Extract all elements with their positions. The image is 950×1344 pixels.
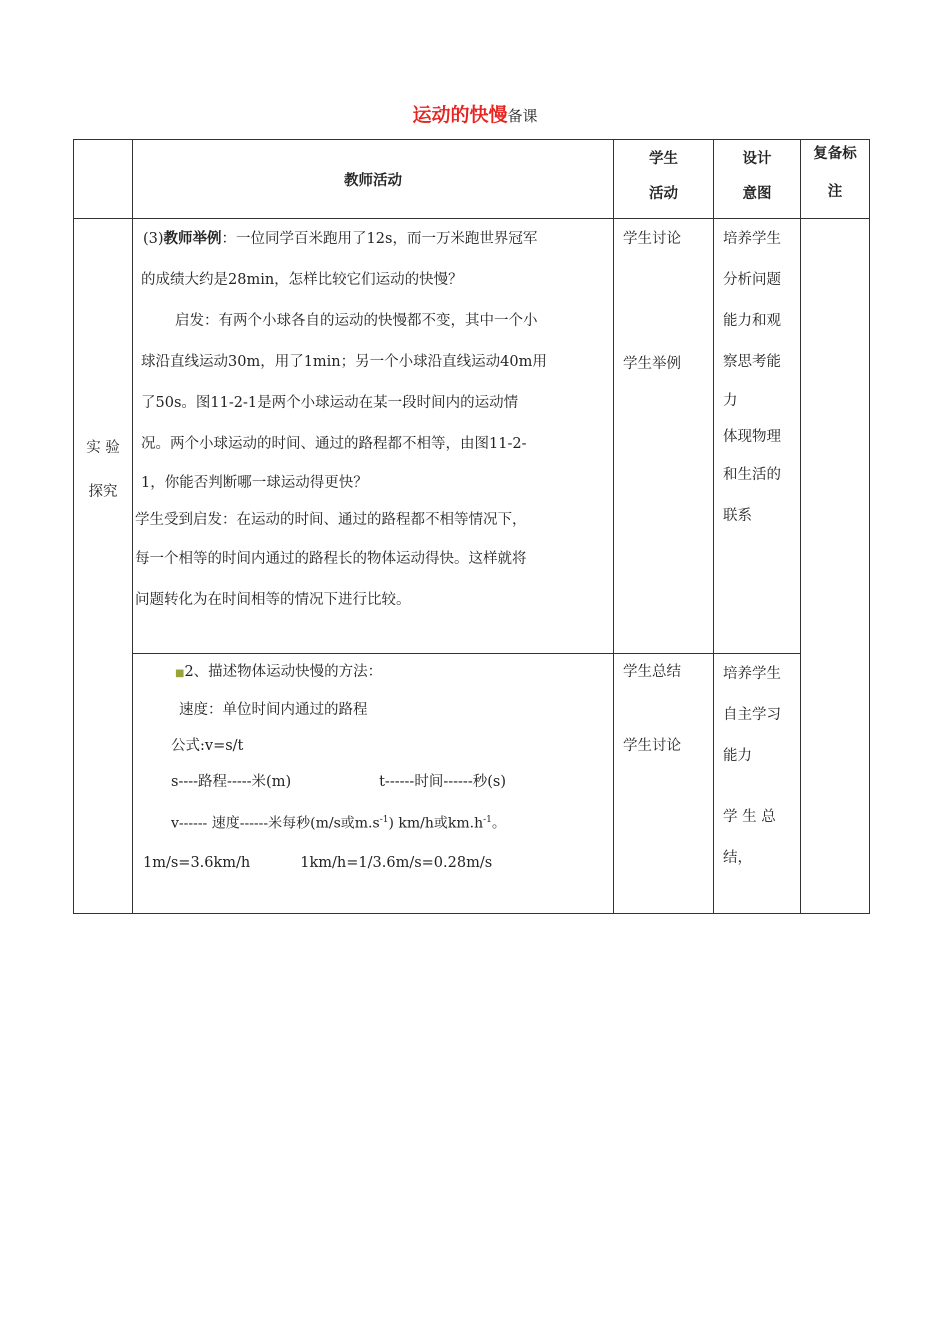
time-unit: t------时间------秒(s) <box>379 774 506 790</box>
header-teacher-activity: 教师活动 <box>133 140 614 219</box>
speed-line-2: 速度：单位时间内通过的路程 <box>179 702 368 718</box>
example-line-6: 况。两个小球运动的时间、通过的路程都不相等，由图11-2- <box>141 436 527 452</box>
design-line: 自主学习 <box>723 707 781 723</box>
example-line-9: 每一个相等的时间内通过的路程长的物体运动得快。这样就将 <box>135 551 527 567</box>
example-line-7: 1，你能否判断哪一球运动得更快？ <box>141 475 368 491</box>
experiment-row-1 <box>74 219 870 654</box>
header-row <box>74 140 870 219</box>
design-line: 能力和观 <box>723 313 781 329</box>
formula-line: 公式:v=s/t <box>171 738 244 754</box>
design-line: 培养学生 <box>723 666 781 682</box>
example-heading: 教师举例 <box>163 231 222 247</box>
conversion-1: 1m/s=3.6km/h <box>143 854 251 871</box>
example-line-4: 球沿直线运动30m，用了1min；另一个小球沿直线运动40m用 <box>141 354 547 370</box>
example-line-2: 的成绩大约是28min，怎样比较它们运动的快慢？ <box>141 272 463 288</box>
superscript: -1 <box>483 815 492 825</box>
design-line: 结， <box>723 850 752 866</box>
design-line: 察思考能 <box>723 354 781 370</box>
distance-unit: s----路程-----米(m) <box>171 774 292 790</box>
design-line: 学 生 总 <box>723 809 776 825</box>
student-activity-examples: 学生举例 <box>623 356 681 372</box>
speed-line-1: 2、描述物体运动快慢的方法： <box>184 664 383 680</box>
title-main: 运动的快慢 <box>412 104 508 126</box>
speed-unit-b: ) km/h或km.h <box>388 815 484 832</box>
design-line: 能力 <box>723 748 752 764</box>
speed-unit-c: 。 <box>491 815 506 832</box>
design-line: 培养学生 <box>723 231 781 247</box>
section-label-line2: 探究 <box>88 484 118 500</box>
lesson-plan-table <box>73 139 870 914</box>
example-line-1: ：一位同学百米跑用了12s，而一万米跑世界冠军 <box>221 231 538 247</box>
title-sub: 备课 <box>507 107 538 125</box>
document-title <box>0 100 950 127</box>
design-line: 联系 <box>723 508 752 524</box>
student-activity-discuss-2: 学生讨论 <box>623 738 681 754</box>
design-intent-1 <box>714 219 801 654</box>
design-line: 分析问题 <box>723 272 781 288</box>
section-label-line1: 实 验 <box>86 440 120 456</box>
teacher-activity-example <box>133 219 614 654</box>
section-label-cell <box>74 219 133 914</box>
experiment-row-2 <box>74 654 870 914</box>
student-activity-summary: 学生总结 <box>623 664 681 680</box>
student-activity-2 <box>614 654 714 914</box>
example-line-5: 了50s。图11-2-1是两个小球运动在某一段时间内的运动情 <box>141 395 519 411</box>
design-line: 体现物理 <box>723 429 781 445</box>
superscript: -1 <box>379 815 389 825</box>
header-review-notes: 复备标 注 <box>801 140 870 219</box>
marker-dot: ■ <box>175 668 185 679</box>
header-blank <box>74 140 133 219</box>
design-line: 力 <box>723 393 738 409</box>
review-notes-cell <box>801 219 870 914</box>
example-line-8: 学生受到启发：在运动的时间、通过的路程都不相等情况下， <box>135 512 527 528</box>
student-activity-discuss: 学生讨论 <box>623 231 681 247</box>
conversion-2: 1km/h=1/3.6m/s=0.28m/s <box>300 854 493 871</box>
header-design-intent: 设计 意图 <box>714 140 801 219</box>
example-prefix: (3) <box>143 231 164 247</box>
example-line-3: 启发：有两个小球各自的运动的快慢都不变，其中一个小 <box>175 313 538 329</box>
speed-unit-a: v------ 速度------米每秒(m/s或m.s <box>171 815 380 832</box>
header-student-activity: 学生 活动 <box>614 140 714 219</box>
design-intent-2 <box>714 654 801 914</box>
student-activity-1 <box>614 219 714 654</box>
design-line: 和生活的 <box>723 467 781 483</box>
teacher-activity-speed <box>133 654 614 914</box>
example-line-10: 问题转化为在时间相等的情况下进行比较。 <box>135 592 411 608</box>
